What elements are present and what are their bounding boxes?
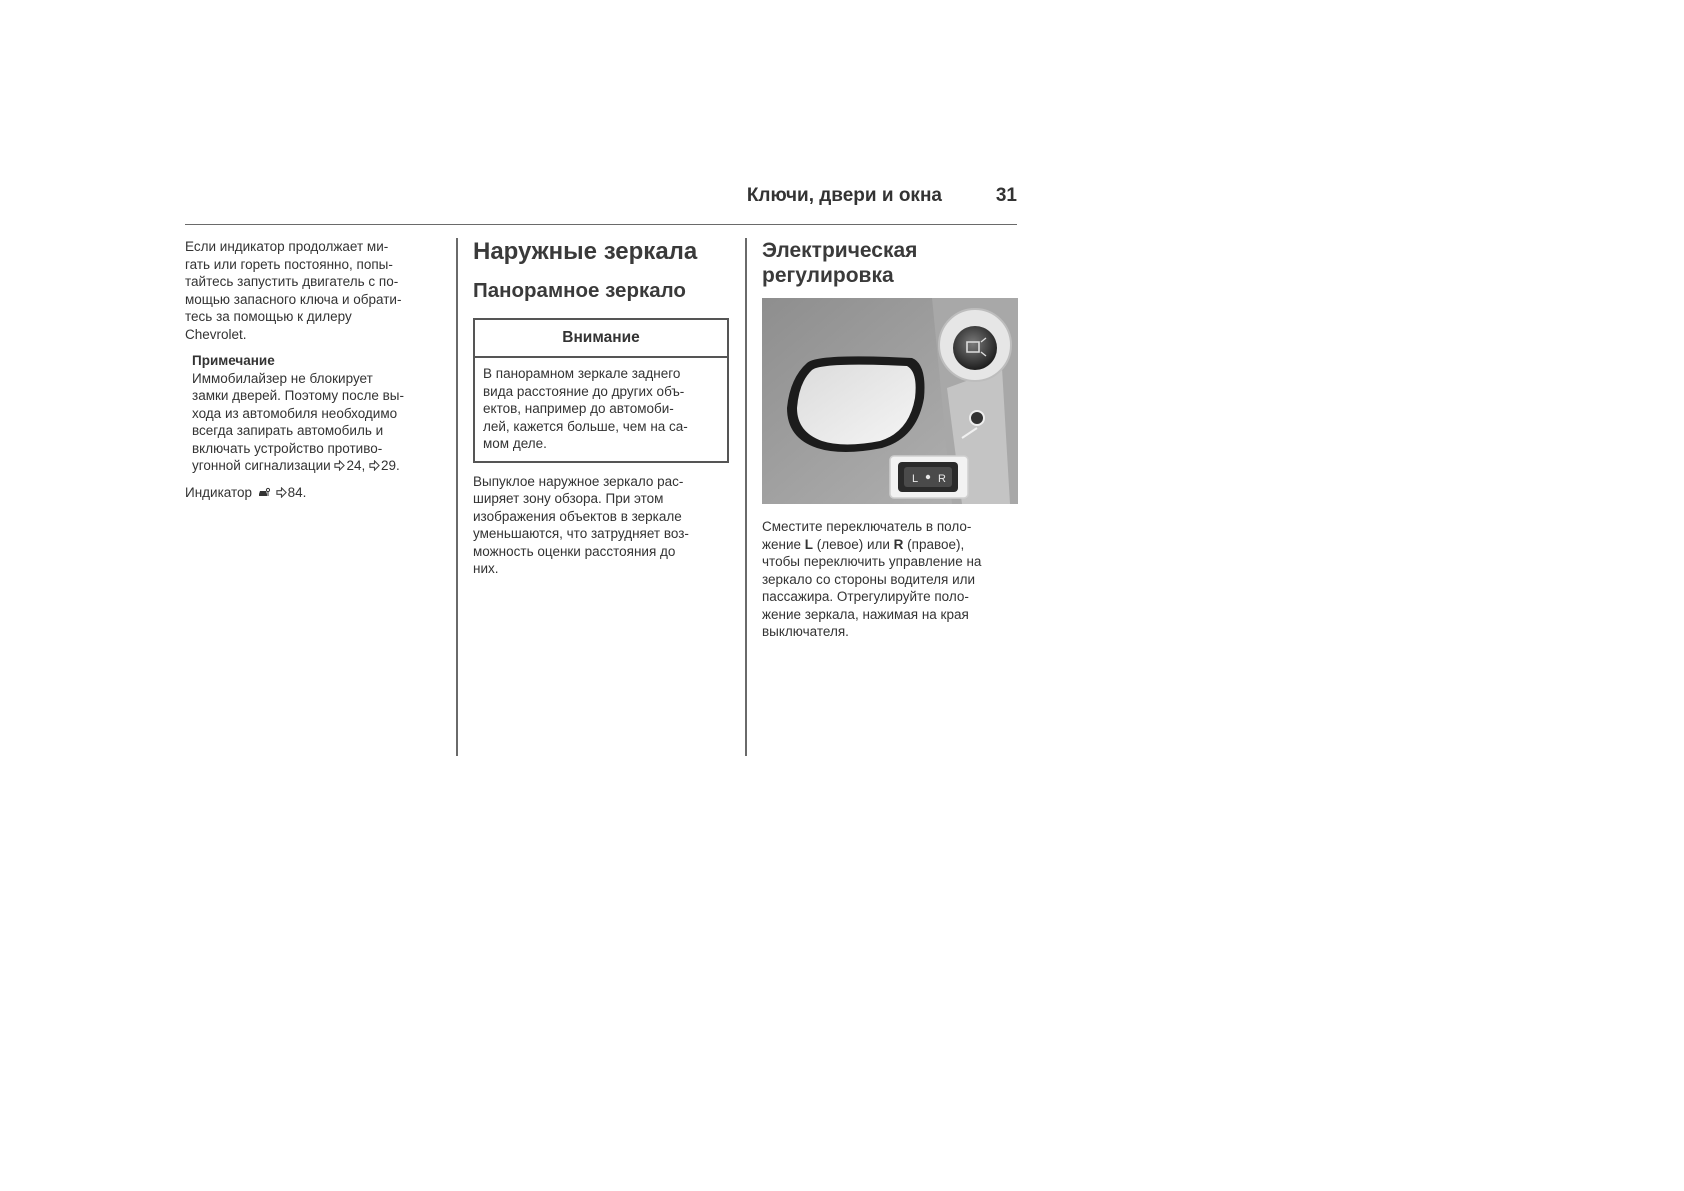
page-reference-icon xyxy=(276,487,287,498)
note-ref-2: 29. xyxy=(381,458,400,473)
mirror-illustration xyxy=(762,298,1018,504)
indicator-label: Индикатор xyxy=(185,484,253,500)
middle-column xyxy=(473,238,729,578)
immobilizer-car-icon xyxy=(258,487,270,498)
caption-part: (правое), чтобы переключить управление на зеркало со стороны водителя или пассажира. Отрегулируйте поло- жение зеркала, нажимая на края выключателя. xyxy=(762,536,982,639)
caption-R: R xyxy=(893,536,904,552)
page-header xyxy=(185,182,1017,225)
subsection-heading: Панорамное зеркало xyxy=(473,279,686,302)
switch-label-left: L xyxy=(912,473,919,485)
note-body: Иммобилайзер не блокирует замки дверей. Поэтому после вы- хода из автомобиля необходимо всегда запирать автомобиль и включать устройство противо- угонной сигнализации xyxy=(192,370,404,473)
indicator-reference xyxy=(185,484,445,502)
intro-paragraph: Если индикатор продолжает ми- гать или гореть постоянно, попы- тайтесь запустить двигатель с по- мощью запасного ключа и обрати- тесь за помощью к дилеру Chevrolet. xyxy=(185,239,402,342)
warning-box xyxy=(473,318,729,463)
caption-part: (левое) или xyxy=(813,536,894,552)
page-number: 31 xyxy=(995,185,1017,206)
adjustment-instructions xyxy=(762,518,1018,641)
section-heading: Наружные зеркала xyxy=(473,238,698,265)
indicator-ref: 84. xyxy=(287,484,307,500)
warning-title: Внимание xyxy=(475,320,727,358)
caption-part: Сместите переключатель в поло- жение xyxy=(762,519,972,552)
warning-text: В панорамном зеркале заднего вида расстояние до других объ- ектов, например до автомоби- лей, кажется больше, чем на са- мом деле. xyxy=(483,366,688,451)
switch-label-right: R xyxy=(938,473,946,485)
page-reference-icon xyxy=(334,460,345,471)
note-block xyxy=(192,352,445,475)
header-title: Ключи, двери и окна xyxy=(746,185,942,206)
right-column xyxy=(762,238,1018,641)
caption-L: L xyxy=(804,536,814,552)
page-reference-icon xyxy=(369,460,380,471)
note-title: Примечание xyxy=(192,353,275,368)
mirror-description: Выпуклое наружное зеркало рас- ширяет зону обзора. При этом изображения объектов в зеркале уменьшаются, что затрудняет воз- можность оценки расстояния до них. xyxy=(473,473,689,576)
left-column xyxy=(185,238,445,501)
section-heading-electric: Электрическая регулировка xyxy=(762,239,918,287)
mirror-switch-photo xyxy=(762,298,1018,504)
note-text xyxy=(192,370,445,475)
column-divider xyxy=(745,238,747,756)
column-divider xyxy=(456,238,458,756)
note-ref-1: 24, xyxy=(346,458,366,473)
